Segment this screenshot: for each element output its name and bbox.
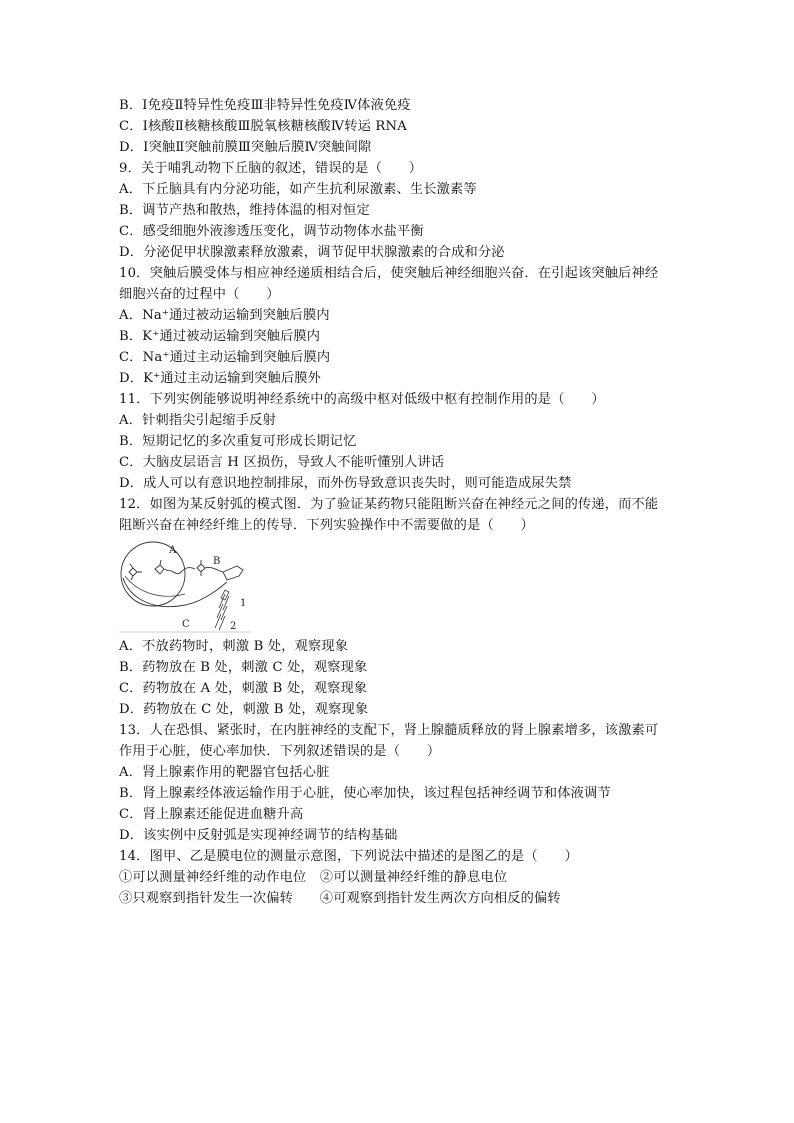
question-9: 9．关于哺乳动物下丘脑的叙述，错误的是（ ）	[119, 161, 423, 176]
option-a-q13: A．肾上腺素作用的靶器官包括心脏	[119, 765, 330, 780]
option-a-q9: A．下丘脑具有内分泌功能，如产生抗利尿激素、生长激素等	[119, 182, 477, 197]
option-b-q10: B．K⁺通过被动运输到突触后膜内	[119, 329, 321, 344]
question-10-line1: 10．突触后膜受体与相应神经递质相结合后，使突触后神经细胞兴奋．在引起该突触后神经	[119, 266, 659, 281]
label-1: 1	[240, 598, 247, 609]
effector-icon	[223, 566, 243, 580]
option-b-q8: B．Ⅰ免疫Ⅱ特异性免疫Ⅲ非特异性免疫Ⅳ体液免疫	[119, 98, 411, 113]
option-c-q8: C．Ⅰ核酸Ⅱ核糖核酸Ⅲ脱氧核糖核酸Ⅳ转运 RNA	[119, 119, 407, 134]
neuron-left-icon	[129, 564, 142, 580]
option-a-q10: A．Na⁺通过被动运输到突触后膜内	[119, 308, 330, 323]
option-b-q13: B．肾上腺素经体液运输作用于心脏，使心率加快，该过程包括神经调节和体液调节	[119, 786, 611, 801]
option-a-q11: A．针刺指尖引起缩手反射	[119, 413, 276, 428]
statements-1-2: ①可以测量神经纤维的动作电位 ②可以测量神经纤维的静息电位	[119, 870, 508, 885]
option-c-q10: C．Na⁺通过主动运输到突触后膜内	[119, 350, 331, 365]
reflex-arc-figure	[119, 536, 251, 634]
label-a: A	[169, 545, 177, 556]
question-12-line2: 阻断兴奋在神经纤维上的传导．下列实验操作中不需要做的是（ ）	[119, 518, 535, 533]
question-13-line1: 13．人在恐惧、紧张时，在内脏神经的支配下，肾上腺髓质释放的肾上腺素增多，该激素可	[119, 723, 659, 738]
question-14: 14．图甲、乙是膜电位的测量示意图，下列说法中描述的是图乙的是（ ）	[119, 849, 578, 864]
label-c: C	[182, 619, 190, 630]
question-13-line2: 作用于心脏，使心率加快．下列叙述错误的是（ ）	[119, 744, 441, 759]
option-b-q12: B．药物放在 B 处，刺激 C 处，观察现象	[119, 660, 368, 675]
option-c-q13: C．肾上腺素还能促进血糖升高	[119, 807, 304, 822]
option-d-q11: D．成人可以有意识地控制排尿，而外伤导致意识丧失时，则可能造成尿失禁	[119, 476, 572, 491]
option-c-q12: C．药物放在 A 处，刺激 B 处，观察现象	[119, 681, 368, 696]
option-d-q10: D．K⁺通过主动运输到突触后膜外	[119, 371, 322, 386]
option-b-q11: B．短期记忆的多次重复可形成长期记忆	[119, 434, 357, 449]
option-a-q12: A．不放药物时，刺激 B 处，观察现象	[119, 639, 349, 654]
option-d-q12: D．药物放在 C 处，刺激 B 处，观察现象	[119, 702, 369, 717]
option-b-q9: B．调节产热和散热，维持体温的相对恒定	[119, 203, 370, 218]
receptor-icon	[215, 590, 229, 630]
label-b: B	[213, 556, 221, 567]
question-12-line1: 12．如图为某反射弧的模式图．为了验证某药物只能阻断兴奋在神经元之间的传递，而不能	[119, 497, 659, 512]
question-10-line2: 细胞兴奋的过程中（ ）	[119, 287, 280, 302]
neuron-middle-icon	[155, 560, 169, 574]
statements-3-4: ③只观察到指针发生一次偏转 ④可观察到指针发生两次方向相反的偏转	[119, 891, 561, 906]
option-d-q8: D．Ⅰ突触Ⅱ突触前膜Ⅲ突触后膜Ⅳ突触间隙	[119, 140, 372, 155]
neuron-right-icon	[197, 560, 205, 576]
option-c-q11: C．大脑皮层语言 H 区损伤，导致人不能听懂别人讲话	[119, 455, 445, 470]
question-11: 11．下列实例能够说明神经系统中的高级中枢对低级中枢有控制作用的是（ ）	[119, 392, 605, 407]
option-d-q13: D．该实例中反射弧是实现神经调节的结构基础	[119, 828, 398, 843]
label-2: 2	[230, 621, 237, 632]
option-d-q9: D．分泌促甲状腺激素释放激素，调节促甲状腺激素的合成和分泌	[119, 245, 505, 260]
option-c-q9: C．感受细胞外液渗透压变化，调节动物体水盐平衡	[119, 224, 424, 239]
